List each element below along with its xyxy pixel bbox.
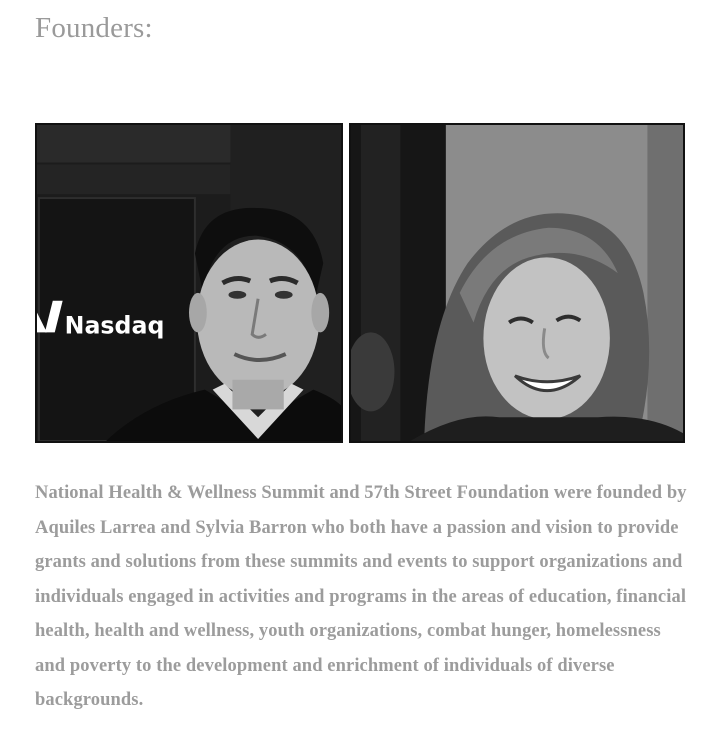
page-title: Founders: (35, 12, 153, 44)
nasdaq-logo-text: Nasdaq (64, 311, 165, 340)
founder-photo-sylvia (349, 123, 685, 443)
founder-photo-aquiles (35, 123, 343, 443)
founders-description: National Health & Wellness Summit and 57th Street Foundation were founded by Aquiles Larrea and Sylvia Barron who both have a passion and vision to provide grants and solutions from these summits and events to support organizations and individuals engaged in activities and programs in the areas of education, financial health, health and wellness, youth organizations, combat hunger, homelessness and poverty to the development and enrichment of individuals of diverse backgrounds. (35, 483, 687, 710)
